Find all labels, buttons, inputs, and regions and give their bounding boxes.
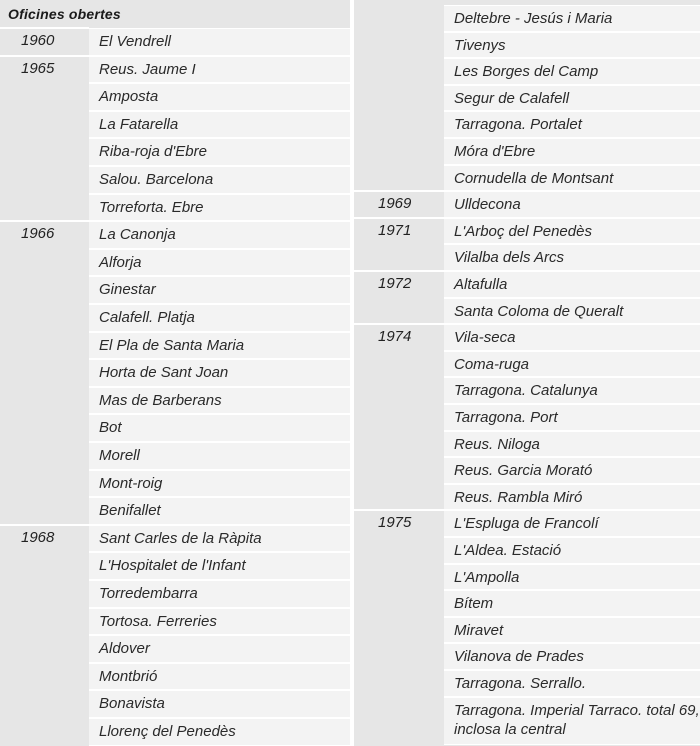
office-cell: La Fatarella	[89, 111, 350, 139]
group-separator	[0, 55, 89, 57]
year-label: 1969	[378, 195, 412, 213]
office-cell: El Pla de Santa Maria	[89, 332, 350, 360]
office-cell: Ulldecona	[444, 191, 700, 218]
office-cell: Tarragona. Serrallo.	[444, 670, 700, 697]
office-cell: Deltebre - Jesús i Maria	[444, 5, 700, 32]
office-cell: Montbrió	[89, 663, 350, 691]
office-cell: Bot	[89, 414, 350, 442]
office-cell: Segur de Calafell	[444, 85, 700, 112]
office-cell: L'Espluga de Francolí	[444, 510, 700, 537]
office-cell: Tarragona. Imperial Tarraco. total 69, inclosa la central	[444, 697, 700, 745]
office-cell: Morell	[89, 442, 350, 470]
office-cell: Tivenys	[444, 32, 700, 59]
office-cell: Aldover	[89, 635, 350, 663]
office-cell: Miravet	[444, 617, 700, 644]
office-cell: Tortosa. Ferreries	[89, 608, 350, 636]
year-label: 1960	[21, 32, 55, 49]
office-cell: Bonavista	[89, 690, 350, 718]
office-cell: Mas de Barberans	[89, 387, 350, 415]
office-cell: Vilanova de Prades	[444, 643, 700, 670]
office-cell: Sant Carles de la Ràpita	[89, 525, 350, 553]
year-label: 1966	[21, 225, 55, 243]
office-cell: Riba-roja d'Ebre	[89, 138, 350, 166]
year-label: 1972	[378, 275, 412, 292]
group-separator	[0, 220, 89, 222]
right-column	[354, 0, 700, 746]
office-cell: Tarragona. Portalet	[444, 111, 700, 138]
office-cell: Benifallet	[89, 497, 350, 525]
office-cell: Llorenç del Penedès	[89, 718, 350, 746]
group-separator	[354, 509, 444, 511]
office-cell: Cornudella de Montsant	[444, 165, 700, 192]
office-cell: Móra d'Ebre	[444, 138, 700, 165]
office-cell: Reus. Jaume I	[89, 56, 350, 84]
year-label: 1965	[21, 59, 55, 77]
office-cell: Coma-ruga	[444, 351, 700, 378]
year-label: 1968	[21, 528, 55, 546]
office-cell: Alforja	[89, 249, 350, 277]
office-cell: El Vendrell	[89, 28, 350, 56]
group-separator	[354, 323, 444, 325]
office-cell: Horta de Sant Joan	[89, 359, 350, 387]
office-cell: L'Aldea. Estació	[444, 537, 700, 564]
office-cell: Tarragona. Catalunya	[444, 377, 700, 404]
office-cell: Mont-roig	[89, 470, 350, 498]
group-separator	[354, 270, 444, 272]
office-cell: Reus. Garcia Morató	[444, 457, 700, 484]
office-cell: L'Arboç del Penedès	[444, 218, 700, 245]
office-cell: Torredembarra	[89, 580, 350, 608]
group-separator	[354, 190, 444, 192]
office-cell: Amposta	[89, 83, 350, 111]
office-cell: La Canonja	[89, 221, 350, 249]
office-cell: Salou. Barcelona	[89, 166, 350, 194]
office-cell: Les Borges del Camp	[444, 58, 700, 85]
office-cell: Reus. Rambla Miró	[444, 484, 700, 511]
year-label: 1975	[378, 514, 412, 532]
office-cell: Reus. Niloga	[444, 431, 700, 458]
office-cell: Vilalba dels Arcs	[444, 244, 700, 271]
group-separator	[0, 524, 89, 526]
year-label: 1971	[378, 221, 412, 239]
office-cell: Torreforta. Ebre	[89, 194, 350, 222]
office-cell: Tarragona. Port	[444, 404, 700, 431]
office-cell: Bítem	[444, 590, 700, 617]
office-cell: L'Ampolla	[444, 564, 700, 591]
office-cell: Santa Coloma de Queralt	[444, 298, 700, 325]
office-cell: Calafell. Platja	[89, 304, 350, 332]
year-label: 1974	[378, 328, 412, 346]
office-cell: Altafulla	[444, 271, 700, 298]
table-title: Oficines obertes	[8, 6, 121, 22]
office-cell: Ginestar	[89, 276, 350, 304]
office-cell: L'Hospitalet de l'Infant	[89, 552, 350, 580]
office-cell: Vila-seca	[444, 324, 700, 351]
group-separator	[354, 217, 444, 219]
group-separator	[0, 27, 89, 29]
